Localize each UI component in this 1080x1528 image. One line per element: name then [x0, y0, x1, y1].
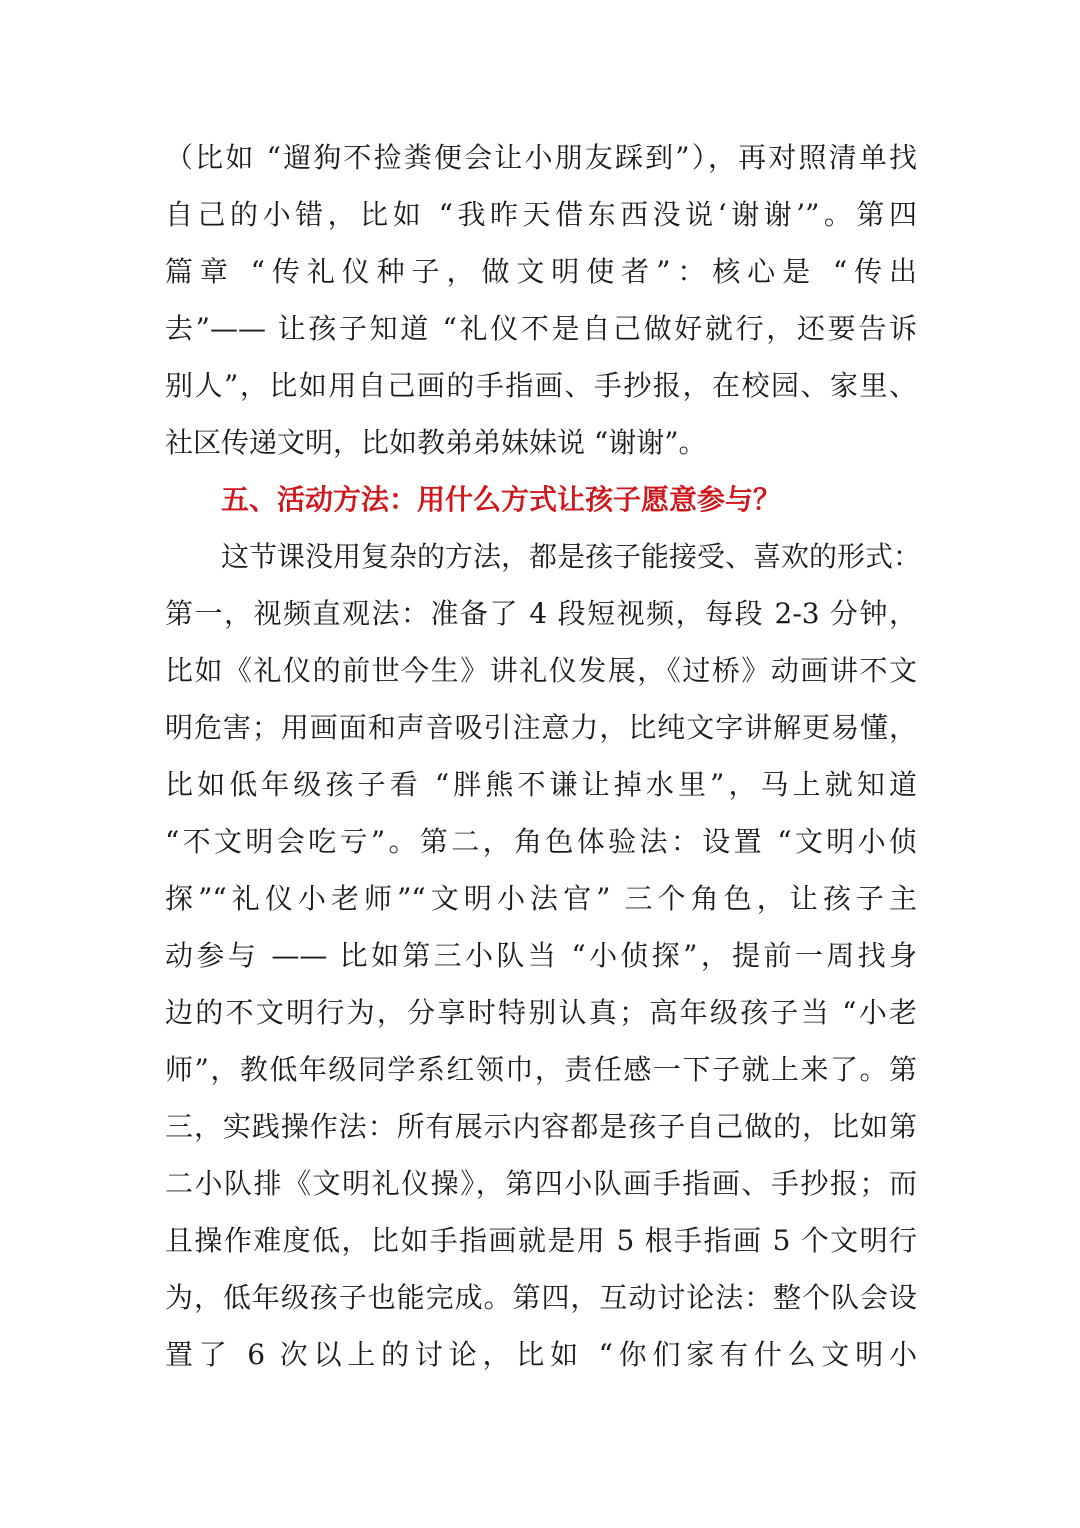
paragraph2-line-10: 师”，教低年级同学系红领巾，责任感一下子就上来了。第	[165, 1053, 917, 1086]
paragraph2-line-7: 探”“礼仪小老师”“文明小法官” 三个角色，让孩子主	[165, 882, 917, 915]
paragraph2-line-12: 二小队排《文明礼仪操》，第四小队画手指画、手抄报；而	[165, 1167, 917, 1200]
paragraph1-line-1: （比如 “遛狗不捡粪便会让小朋友踩到”），再对照清单找	[165, 141, 917, 174]
paragraph2-line-6: “不文明会吃亏”。第二，角色体验法：设置 “文明小侦	[165, 825, 917, 858]
paragraph1-line-3: 篇章 “传礼仪种子，做文明使者”：核心是 “传出	[165, 255, 917, 288]
paragraph1-line-5: 别人”，比如用自己画的手指画、手抄报，在校园、家里、	[165, 369, 917, 402]
paragraph2-line-5: 比如低年级孩子看 “胖熊不谦让掉水里”，马上就知道	[165, 768, 917, 801]
paragraph1-line-4: 去”—— 让孩子知道 “礼仪不是自己做好就行，还要告诉	[165, 312, 917, 345]
paragraph2-line-3: 比如《礼仪的前世今生》讲礼仪发展，《过桥》动画讲不文	[165, 654, 917, 687]
paragraph2-line-8: 动参与 —— 比如第三小队当 “小侦探”，提前一周找身	[165, 939, 917, 972]
paragraph1-line-2: 自己的小错，比如 “我昨天借东西没说‘谢谢’”。第四	[165, 198, 917, 231]
paragraph2-line-13: 且操作难度低，比如手指画就是用 5 根手指画 5 个文明行	[165, 1224, 917, 1257]
paragraph2-line-15: 置了 6 次以上的讨论，比如 “你们家有什么文明小	[165, 1338, 917, 1371]
paragraph2-line-4: 明危害；用画面和声音吸引注意力，比纯文字讲解更易懂，	[165, 711, 917, 744]
paragraph2-line-14: 为，低年级孩子也能完成。第四，互动讨论法：整个队会设	[165, 1281, 917, 1314]
paragraph1-line-6: 社区传递文明，比如教弟弟妹妹说 “谢谢”。	[165, 426, 707, 459]
paragraph2-line-1: 这节课没用复杂的方法，都是孩子能接受、喜欢的形式：	[221, 540, 922, 573]
paragraph2-line-2: 第一，视频直观法：准备了 4 段短视频，每段 2-3 分钟，	[165, 597, 917, 630]
paragraph2-line-9: 边的不文明行为，分享时特别认真；高年级孩子当 “小老	[165, 996, 917, 1029]
section-heading: 五、活动方法：用什么方式让孩子愿意参与？	[221, 483, 782, 516]
paragraph2-line-11: 三，实践操作法：所有展示内容都是孩子自己做的，比如第	[165, 1110, 917, 1143]
